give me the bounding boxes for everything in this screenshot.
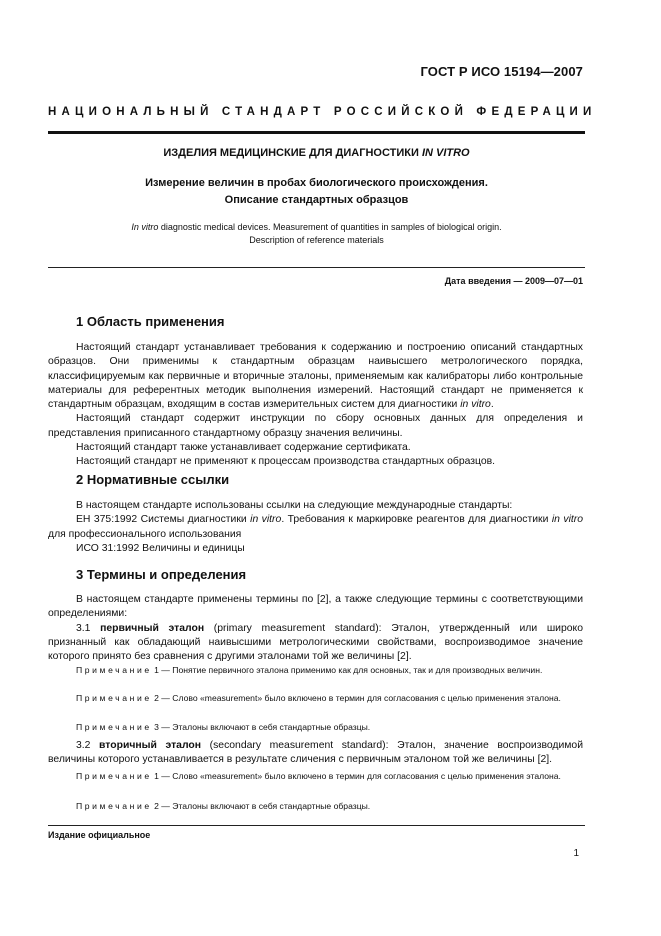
section-3-paragraph-1: В настоящем стандарте применены термины по [2], а также следующие термины с соответствующими определениями: <box>48 594 583 620</box>
page-number: 1 <box>573 848 579 859</box>
note-label: Примечание <box>76 665 152 675</box>
s1p1-end: . <box>490 399 494 411</box>
note-1 <box>48 664 583 677</box>
term-3-1-definition: (primary measurement standard): Эталон, утвержденный или широко признанный как обладающий наивысшими метрологическими свойствами, воспроизводимое значение которого принято без сравнения с другими эталонами той же величины [2]. <box>48 622 583 663</box>
english-title <box>48 221 585 247</box>
ref1-text-b: . Требования к маркировке реагентов для диагностики <box>281 514 552 526</box>
introduction-date: Дата введения — 2009—07—01 <box>444 276 583 286</box>
section-1-paragraph-1 <box>48 341 583 412</box>
ref1-italic-2: in vitro <box>551 514 584 526</box>
official-edition-label: Издание официальное <box>48 830 151 840</box>
note-2 <box>48 692 583 705</box>
reference-iso-31: ИСО 31:1992 Величины и единицы <box>76 542 245 554</box>
term-3-2-number: 3.2 <box>76 740 100 751</box>
title-main-text: ИЗДЕЛИЯ МЕДИЦИНСКИЕ ДЛЯ ДИАГНОСТИКИ <box>163 147 422 159</box>
subtitle-line-1: Измерение величин в пробах биологического происхождения. <box>145 177 488 189</box>
section-2-body <box>48 499 583 556</box>
document-subtitle <box>48 175 585 209</box>
section-2-heading: 2 Нормативные ссылки <box>76 472 230 487</box>
term-3-1-name: первичный эталон <box>100 622 205 634</box>
s1p1-italic: in vitro <box>460 399 491 411</box>
title-main-italic: IN VITRO <box>421 147 470 159</box>
reference-en-375 <box>48 513 583 542</box>
section-1-paragraph-4: Настоящий стандарт не применяют к процессам производства стандартных образцов. <box>76 456 496 468</box>
s1p1-text: Настоящий стандарт устанавливает требования к содержанию и построению описаний стандартных образцов. Они применимы к стандартным образцам наивысшего метрологического порядка, классифицируемым как первичные и вторичные эталоны, применяемым как калибраторы либо контрольные материалы для референтных методик выполнения измерений. Настоящий стандарт не применяется к стандартным образцам, входящим в состав измерительных систем для диагностики <box>48 342 583 411</box>
section-3-heading: 3 Термины и определения <box>76 567 247 582</box>
note-label: Примечание <box>76 801 152 811</box>
note-5 <box>48 800 583 813</box>
note-1-text: 1 — Понятие первичного эталона применимо как для основных, так и для производных величин. <box>151 665 543 675</box>
note-label: Примечание <box>76 722 152 732</box>
section-1-paragraph-3: Настоящий стандарт также устанавливает содержание сертификата. <box>76 442 411 454</box>
note-label: Примечание <box>76 771 152 781</box>
term-3-2-block <box>48 739 583 768</box>
bottom-rule <box>48 825 585 826</box>
section-1-body <box>48 341 583 470</box>
english-title-line-2: Description of reference materials <box>249 235 384 245</box>
section-2-paragraph-1: В настоящем стандарте использованы ссылки на следующие международные стандарты: <box>76 500 513 511</box>
note-label: Примечание <box>76 693 152 703</box>
subtitle-line-2: Описание стандартных образцов <box>224 194 409 206</box>
note-3 <box>48 721 583 734</box>
ref1-text-a: ЕН 375:1992 Системы диагностики <box>76 514 251 526</box>
term-3-2-name: вторичный эталон <box>99 740 202 751</box>
section-1-paragraph-2: Настоящий стандарт содержит инструкции по сбору основных данных для определения и представления приписанного стандартному образцу значения величины. <box>48 413 583 439</box>
top-rule <box>48 131 585 134</box>
note-3-text: 3 — Эталоны включают в себя стандартные образцы. <box>151 722 371 732</box>
note-4-text: 1 — Слово «measurement» было включено в термин для согласования с целью применения эталона. <box>151 771 561 781</box>
term-3-1 <box>48 622 583 665</box>
english-title-line-1: diagnostic medical devices. Measurement of quantities in samples of biological origin. <box>158 222 502 232</box>
term-3-2-definition: (secondary measurement standard): Эталон, значение воспроизводимой величины которого устанавливается в результате сличения с первичным эталоном той же величины [2]. <box>48 740 583 766</box>
section-3-intro <box>48 593 583 664</box>
term-3-1-number: 3.1 <box>76 622 101 634</box>
document-number: ГОСТ Р ИСО 15194—2007 <box>420 64 583 79</box>
note-5-text: 2 — Эталоны включают в себя стандартные образцы. <box>151 801 371 811</box>
document-title <box>48 147 585 159</box>
note-2-text: 2 — Слово «measurement» было включено в термин для согласования с целью применения эталона. <box>151 693 561 703</box>
national-standard-banner: НАЦИОНАЛЬНЫЙ СТАНДАРТ РОССИЙСКОЙ ФЕДЕРАЦИИ <box>48 106 597 118</box>
ref1-text-c: для профессионального использования <box>48 528 242 540</box>
english-title-italic: In vitro <box>131 222 159 232</box>
note-4 <box>48 770 583 783</box>
middle-rule <box>48 267 585 268</box>
ref1-italic-1: in vitro <box>250 514 282 526</box>
section-1-heading: 1 Область применения <box>76 314 225 329</box>
term-3-2 <box>48 739 583 768</box>
